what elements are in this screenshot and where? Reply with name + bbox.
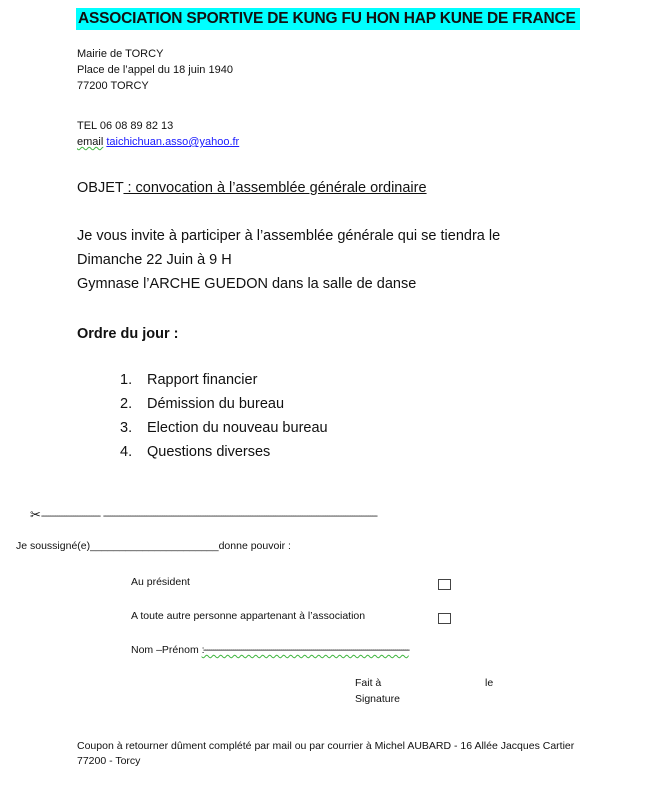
- return-instructions: [77, 739, 574, 769]
- agenda-item-number: 1.: [120, 372, 133, 388]
- invitation-block: [77, 224, 500, 296]
- cut-dashes-a: --------------------------: [40, 510, 100, 522]
- address-line-3: 77200 TORCY: [77, 80, 149, 92]
- cut-dashes-b: -------------------------------------------------------------------------------------------------------------------------: [102, 510, 377, 522]
- telephone: TEL 06 08 89 82 13: [77, 120, 174, 132]
- fait-a-label: Fait à: [355, 677, 382, 689]
- agenda-item-label: Election du nouveau bureau: [147, 420, 328, 436]
- subject-line: [77, 176, 427, 200]
- invitation-line-1: Je vous invite à participer à l’assemblée générale qui se tiendra le: [77, 228, 501, 244]
- association-title: ASSOCIATION SPORTIVE DE KUNG FU HON HAP KUNE DE FRANCE: [76, 8, 580, 30]
- agenda-list: [120, 368, 328, 464]
- address-line-2: Place de l’appel du 18 juin 1940: [77, 64, 233, 76]
- agenda-item-label: Rapport financier: [147, 372, 258, 388]
- agenda-item-number: 3.: [120, 420, 133, 436]
- subject-text: : convocation à l’assemblée générale ordinaire: [123, 180, 427, 196]
- address-block: [77, 46, 233, 94]
- email-row: [77, 134, 239, 150]
- checkbox-other-person[interactable]: [438, 613, 451, 624]
- agenda-item-label: Questions diverses: [147, 444, 271, 460]
- address-line-1: Mairie de TORCY: [77, 48, 164, 60]
- agenda-item: [120, 392, 328, 416]
- return-line-1: Coupon à retourner dûment complété par mail ou par courrier à Michel AUBARD - 16 Allée Jacques Cartier: [77, 740, 575, 752]
- email-label: email: [77, 136, 104, 148]
- agenda-title: Ordre du jour :: [77, 326, 179, 342]
- return-line-2: 77200 - Torcy: [77, 755, 141, 767]
- agenda-item-label: Démission du bureau: [147, 396, 285, 412]
- contact-block: [77, 118, 239, 150]
- name-field: [131, 644, 409, 656]
- invitation-line-3: Gymnase l’ARCHE GUEDON dans la salle de danse: [77, 276, 417, 292]
- option-other-label: A toute autre personne appartenant à l’association: [131, 610, 366, 622]
- name-label: Nom –Prénom: [131, 644, 202, 656]
- agenda-item-number: 2.: [120, 396, 133, 412]
- checkbox-president[interactable]: [438, 579, 451, 590]
- agenda-item: [120, 368, 328, 392]
- subject-label: OBJET: [77, 180, 124, 196]
- invitation-line-2: Dimanche 22 Juin à 9 H: [77, 252, 232, 268]
- date-label: le: [485, 677, 494, 689]
- signature-label: Signature: [355, 693, 400, 705]
- agenda-item-number: 4.: [120, 444, 133, 460]
- agenda-item: [120, 440, 328, 464]
- name-input-line[interactable]: :-------------------------------------------------------------------------------------------------------: [201, 644, 409, 656]
- soussigne-line: Je soussigné(e)______________________donne pouvoir :: [16, 540, 291, 552]
- agenda-item: [120, 416, 328, 440]
- scissors-icon: ✂: [30, 507, 41, 522]
- option-president-label: Au président: [131, 576, 190, 588]
- cut-line: [30, 507, 377, 524]
- email-link[interactable]: taichichuan.asso@yahoo.fr: [106, 136, 240, 148]
